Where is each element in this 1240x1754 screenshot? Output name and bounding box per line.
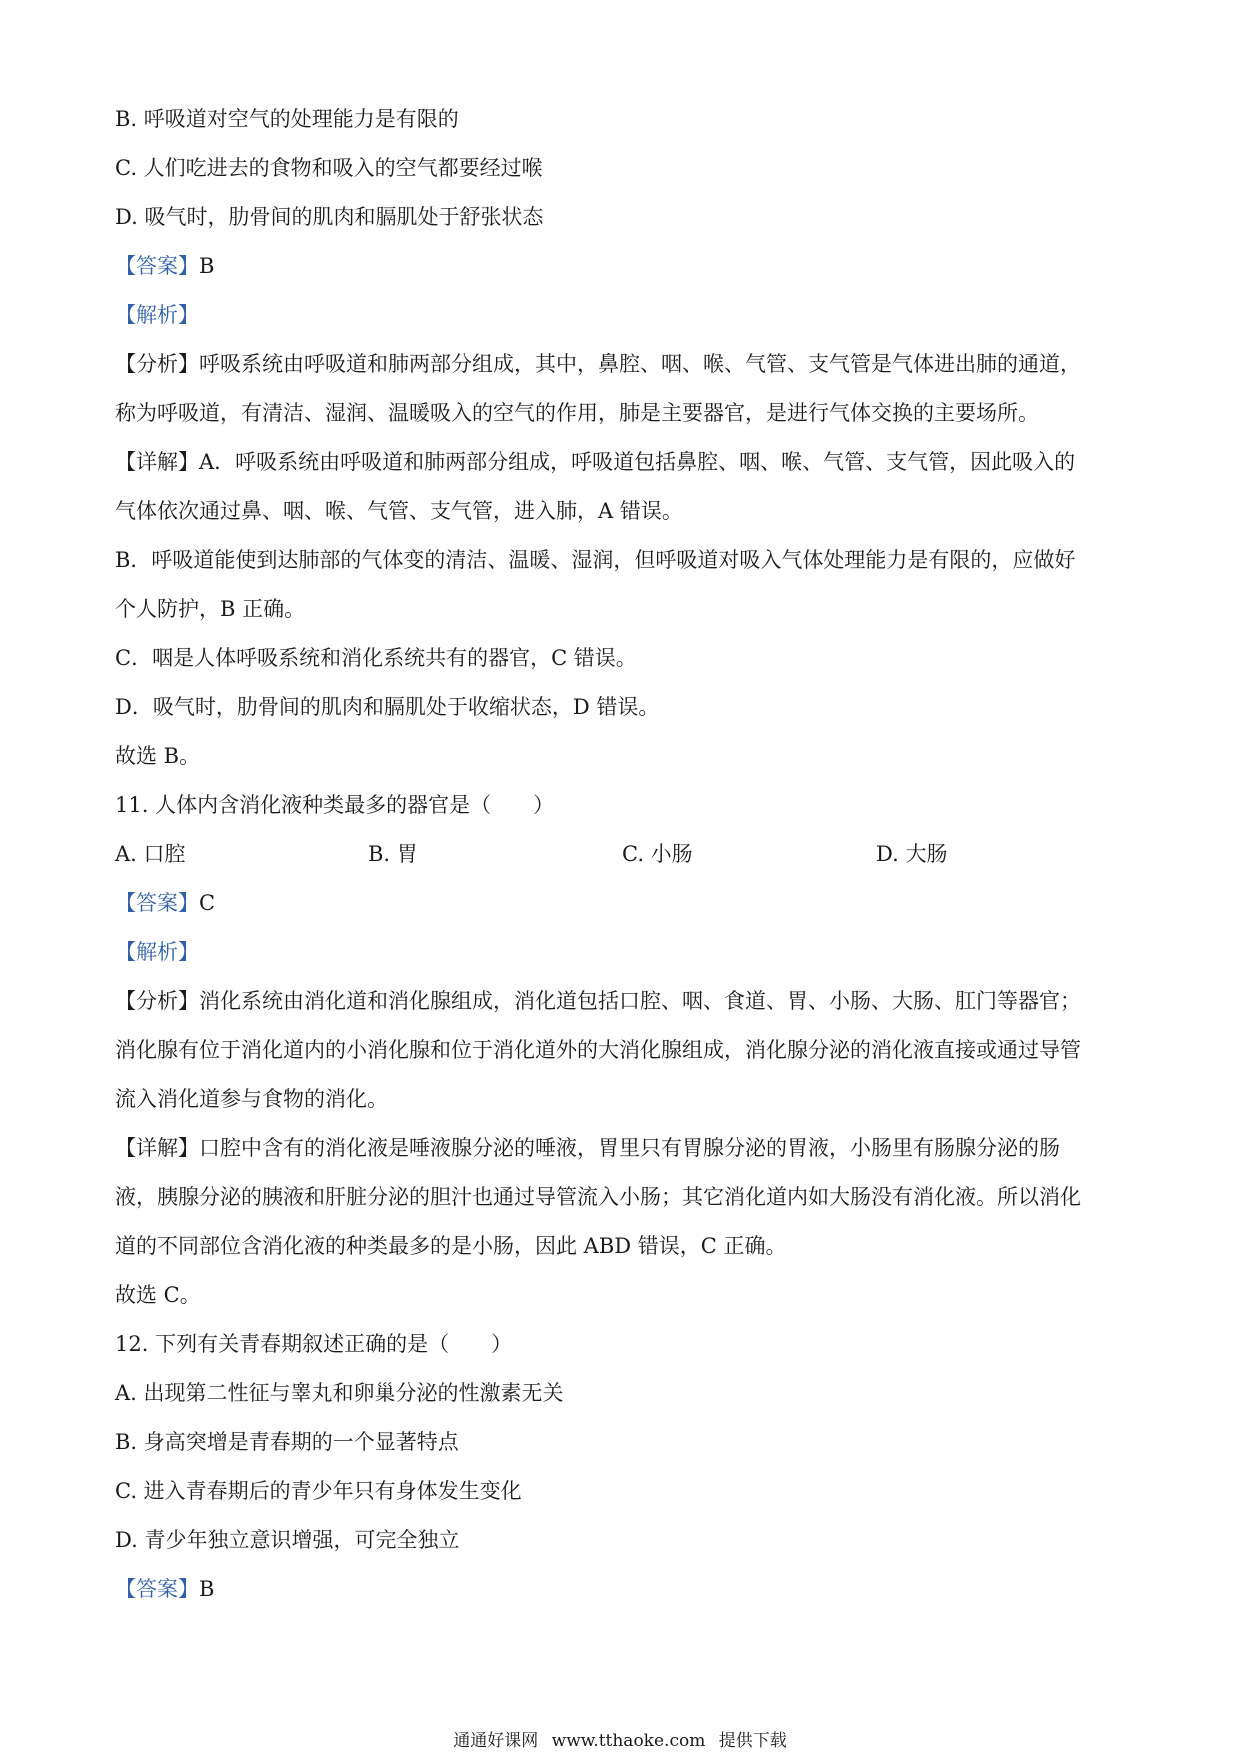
- xiangjie-tag: 【详解】: [115, 1136, 199, 1160]
- q11-conclusion: 故选 C。: [115, 1283, 201, 1307]
- q10-option-b: B. 呼吸道对空气的处理能力是有限的: [115, 107, 459, 131]
- q11-answer: [115, 888, 215, 918]
- fenxi-text: 消化系统由消化道和消化腺组成，消化道包括口腔、咽、食道、胃、小肠、大肠、肛门等器官；: [199, 989, 1081, 1013]
- q10-xiangjie-line-6: D．吸气时，肋骨间的肌肉和膈肌处于收缩状态，D 错误。: [115, 695, 660, 719]
- q12-answer: [115, 1574, 214, 1604]
- q11-xiangjie-line-3: 道的不同部位含消化液的种类最多的是小肠，因此 ABD 错误，C 正确。: [115, 1234, 787, 1258]
- q10-answer: [115, 251, 214, 281]
- answer-tag: 【答案】: [115, 1577, 199, 1601]
- q11-option-b: B. 胃: [368, 842, 418, 866]
- q12-option-b: B. 身高突增是青春期的一个显著特点: [115, 1430, 459, 1454]
- footer-suffix: 提供下载: [718, 1731, 787, 1751]
- footer-url: www.tthaoke.com: [551, 1731, 706, 1751]
- q11-xiangjie-line-1: [115, 1133, 1060, 1163]
- xiangjie-tag: 【详解】: [115, 450, 199, 474]
- q11-option-c: C. 小肠: [622, 842, 693, 866]
- q12-option-a: A. 出现第二性征与睾丸和卵巢分泌的性激素无关: [115, 1381, 564, 1405]
- q10-fenxi-line-1: [115, 349, 1081, 379]
- answer-value: B: [199, 1577, 215, 1601]
- xiangjie-text: 口腔中含有的消化液是唾液腺分泌的唾液，胃里只有胃腺分泌的胃液，小肠里有肠腺分泌的肠: [199, 1136, 1060, 1160]
- q10-analysis-tag: 【解析】: [115, 303, 199, 327]
- q11-fenxi-line-1: [115, 986, 1081, 1016]
- answer-tag: 【答案】: [115, 254, 199, 278]
- q10-xiangjie-line-2: 气体依次通过鼻、咽、喉、气管、支气管，进入肺，A 错误。: [115, 499, 683, 523]
- q10-xiangjie-line-1: [115, 447, 1075, 477]
- q10-option-d: D. 吸气时，肋骨间的肌肉和膈肌处于舒张状态: [115, 205, 544, 229]
- q10-option-c: C. 人们吃进去的食物和吸入的空气都要经过喉: [115, 156, 543, 180]
- q11-xiangjie-line-2: 液，胰腺分泌的胰液和肝脏分泌的胆汁也通过导管流入小肠；其它消化道内如大肠没有消化液。所以消化: [115, 1185, 1081, 1209]
- q10-conclusion: 故选 B。: [115, 744, 201, 768]
- q10-xiangjie-line-3: B．呼吸道能使到达肺部的气体变的清洁、温暖、湿润，但呼吸道对吸入气体处理能力是有限的，应做好: [115, 548, 1076, 572]
- q11-stem: 11. 人体内含消化液种类最多的器官是（ ）: [115, 793, 555, 817]
- footer-site-name: 通通好课网: [453, 1731, 539, 1751]
- q11-fenxi-line-3: 流入消化道参与食物的消化。: [115, 1087, 388, 1111]
- page-footer: [0, 1730, 1240, 1752]
- answer-value: C: [199, 891, 216, 915]
- xiangjie-text: A．呼吸系统由呼吸道和肺两部分组成，呼吸道包括鼻腔、咽、喉、气管、支气管，因此吸入的: [199, 450, 1076, 474]
- fenxi-tag: 【分析】: [115, 989, 199, 1013]
- q12-stem: 12. 下列有关青春期叙述正确的是（ ）: [115, 1332, 513, 1356]
- fenxi-text: 呼吸系统由呼吸道和肺两部分组成，其中，鼻腔、咽、喉、气管、支气管是气体进出肺的通道，: [199, 352, 1081, 376]
- q11-option-a: A. 口腔: [115, 842, 186, 866]
- q12-option-c: C. 进入青春期后的青少年只有身体发生变化: [115, 1479, 522, 1503]
- answer-value: B: [199, 254, 215, 278]
- q10-fenxi-line-2: 称为呼吸道，有清洁、湿润、温暖吸入的空气的作用，肺是主要器官，是进行气体交换的主要场所。: [115, 401, 1039, 425]
- q12-option-d: D. 青少年独立意识增强，可完全独立: [115, 1528, 460, 1552]
- q10-xiangjie-line-5: C．咽是人体呼吸系统和消化系统共有的器官，C 错误。: [115, 646, 637, 670]
- q11-fenxi-line-2: 消化腺有位于消化道内的小消化腺和位于消化道外的大消化腺组成，消化腺分泌的消化液直接或通过导管: [115, 1038, 1081, 1062]
- q10-xiangjie-line-4: 个人防护，B 正确。: [115, 597, 306, 621]
- q11-option-d: D. 大肠: [876, 842, 948, 866]
- fenxi-tag: 【分析】: [115, 352, 199, 376]
- answer-tag: 【答案】: [115, 891, 199, 915]
- q11-analysis-tag: 【解析】: [115, 940, 199, 964]
